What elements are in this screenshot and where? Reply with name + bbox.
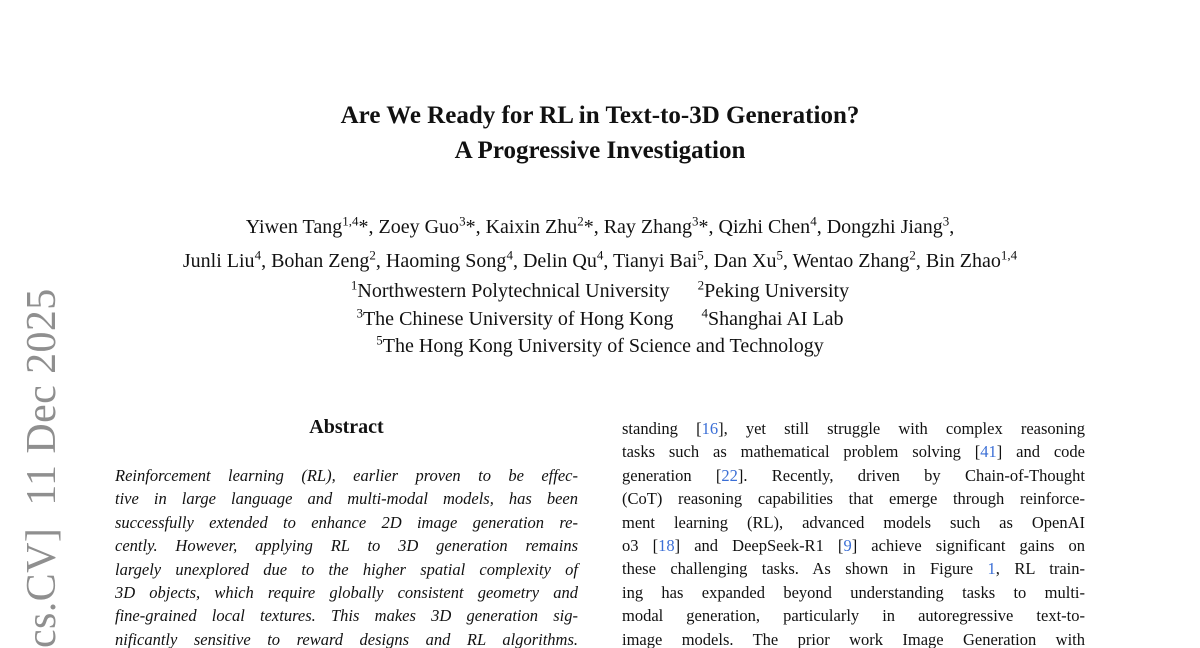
author-name: Bin Zhao bbox=[925, 250, 1001, 272]
intro-line bbox=[622, 534, 1085, 557]
author-affiliation-marker: 2 bbox=[909, 247, 916, 263]
citation-link[interactable]: 16 bbox=[701, 419, 719, 438]
intro-text: these challenging tasks. As shown in Figure bbox=[622, 559, 988, 579]
intro-text: ], yet still struggle with complex reasoning bbox=[718, 419, 1085, 438]
author-affiliation-marker: 2 bbox=[369, 247, 376, 263]
affiliation-name: Shanghai AI Lab bbox=[707, 307, 844, 330]
author-affiliation-marker: 3 bbox=[459, 213, 466, 229]
title-line-1: Are We Ready for RL in Text-to-3D Generation? bbox=[340, 102, 860, 129]
author bbox=[612, 247, 704, 272]
author bbox=[925, 247, 1018, 272]
author-name: Delin Qu bbox=[522, 250, 597, 272]
author-affiliation-marker: 2 bbox=[577, 213, 584, 229]
author bbox=[182, 247, 262, 272]
author-name: Qizhi Chen bbox=[718, 216, 811, 238]
arxiv-date: 11 Dec 2025 bbox=[19, 288, 65, 506]
affiliation-row-3 bbox=[0, 333, 1200, 361]
intro-line bbox=[622, 487, 1085, 510]
author-affiliation-marker: 5 bbox=[776, 247, 784, 263]
abstract-text bbox=[115, 464, 578, 648]
abstract-line: Reinforcement learning (RL), earlier proven to be effec- bbox=[115, 466, 578, 485]
abstract-line: cently. However, applying RL to 3D generation remains bbox=[115, 536, 578, 556]
abstract-line: tive in large language and multi-modal models, has been bbox=[115, 489, 578, 509]
intro-text: ] and code bbox=[996, 442, 1086, 462]
author bbox=[522, 247, 604, 272]
author bbox=[718, 213, 817, 238]
affiliation-row-2 bbox=[0, 306, 1200, 334]
citation-link[interactable]: 18 bbox=[658, 536, 675, 556]
abstract-line: fine-grained local textures. This makes 3D generation sig- bbox=[115, 606, 578, 626]
affiliation-marker: 2 bbox=[697, 277, 705, 293]
author-affiliation-marker: 1,4 bbox=[342, 213, 359, 229]
author-name: Junli Liu bbox=[182, 250, 255, 272]
affiliation-marker: 5 bbox=[376, 332, 383, 348]
affiliation-name: The Chinese University of Hong Kong bbox=[362, 307, 674, 330]
arxiv-category: cs.CV] bbox=[19, 527, 65, 648]
abstract-line: successfully extended to enhance 2D image generation re- bbox=[115, 512, 578, 532]
abstract-line: 3D objects, which require globally consistent geometry and bbox=[115, 583, 578, 603]
intro-text: ment learning (RL), advanced models such as OpenAI bbox=[622, 512, 1085, 532]
intro-text: o3 [ bbox=[622, 536, 659, 556]
author-affiliation-marker: 4 bbox=[254, 247, 262, 263]
paper-title bbox=[0, 98, 1200, 168]
citation-link[interactable]: 22 bbox=[721, 465, 738, 485]
intro-line bbox=[622, 417, 1085, 440]
intro-text: , RL train- bbox=[995, 559, 1085, 579]
affiliation-marker: 4 bbox=[701, 304, 708, 320]
author-name: Zoey Guo bbox=[378, 216, 460, 238]
author-name: Dongzhi Jiang bbox=[826, 216, 943, 238]
affiliation-name: Peking University bbox=[704, 280, 850, 302]
author-name: Haoming Song bbox=[385, 250, 507, 272]
author-name: Bohan Zeng bbox=[271, 250, 370, 272]
author-affiliation-marker: 1,4 bbox=[1000, 247, 1018, 263]
author bbox=[713, 247, 784, 272]
intro-text: ing has expanded beyond understanding tasks to multi- bbox=[622, 582, 1085, 602]
author bbox=[385, 247, 513, 272]
author bbox=[271, 247, 376, 272]
abstract-line: nificantly sensitive to reward designs and RL algorithms. bbox=[115, 629, 578, 648]
introduction-text bbox=[622, 417, 1085, 648]
abstract-line: largely unexplored due to the higher spatial complexity of bbox=[115, 559, 578, 579]
affiliation-row-1 bbox=[0, 278, 1200, 306]
intro-line bbox=[622, 581, 1085, 604]
author-affiliation-marker: 4 bbox=[810, 213, 817, 229]
intro-text: tasks such as mathematical problem solving [ bbox=[622, 442, 981, 462]
author-affiliation-marker: 5 bbox=[697, 247, 704, 263]
author-line-2: Junli Liu$^4$, Bohan Zeng$^2$, Haoming Song$^4$, Delin Qu$^4$, Tianyi Bai$^5$, Dan Xu$^5$, Wentao Zhang$^2$, Bin Zhao$^{1,4}$ bbox=[182, 247, 1018, 272]
equal-contribution-mark: * bbox=[698, 216, 709, 238]
author-name: Yiwen Tang bbox=[245, 216, 343, 238]
author-affiliation-marker: 3 bbox=[942, 213, 950, 229]
abstract-heading: Abstract bbox=[309, 416, 384, 438]
author bbox=[792, 247, 916, 272]
author-name: Wentao Zhang bbox=[792, 250, 910, 272]
affiliation-marker: 3 bbox=[356, 304, 363, 320]
intro-line bbox=[622, 464, 1085, 487]
intro-text: ] achieve significant gains on bbox=[851, 536, 1086, 556]
author-list bbox=[0, 210, 1200, 278]
author-name: Kaixin Zhu bbox=[485, 216, 578, 238]
author bbox=[826, 213, 950, 238]
affiliation-name: Northwestern Polytechnical University bbox=[357, 280, 670, 302]
author-affiliation-marker: 4 bbox=[506, 247, 513, 263]
intro-text: modal generation, particularly in autoregressive text-to- bbox=[622, 606, 1085, 626]
author-affiliation-marker: 4 bbox=[596, 247, 604, 263]
citation-link[interactable]: 1 bbox=[987, 559, 996, 579]
author-affiliation-marker: 3 bbox=[692, 213, 699, 229]
author bbox=[378, 213, 476, 238]
intro-text: ]. Recently, driven by Chain-of-Thought bbox=[737, 465, 1085, 485]
author bbox=[245, 213, 369, 238]
intro-text: image models. The prior work Image Generation with bbox=[622, 629, 1085, 648]
title-line-2: A Progressive Investigation bbox=[454, 137, 746, 164]
intro-text: (CoT) reasoning capabilities that emerge through reinforce- bbox=[622, 489, 1085, 509]
intro-line bbox=[622, 604, 1085, 627]
intro-line bbox=[622, 557, 1085, 580]
affiliation-name: The Hong Kong University of Science and Technology bbox=[382, 335, 824, 357]
intro-text: standing bbox=[622, 419, 697, 438]
author-name: Dan Xu bbox=[713, 250, 777, 272]
intro-text: ] and DeepSeek-R1 [ bbox=[674, 536, 844, 556]
intro-line bbox=[622, 628, 1085, 648]
affiliation-marker: 1 bbox=[350, 277, 358, 293]
equal-contribution-mark: * bbox=[583, 216, 594, 238]
citation-link[interactable]: 9 bbox=[843, 536, 852, 556]
author-name: Tianyi Bai bbox=[612, 250, 698, 272]
author-line-1: Yiwen Tang$^{1,4}$*, Zoey Guo$^3$*, Kaixin Zhu$^2$*, Ray Zhang$^3$*, Qizhi Chen$^4$, Dongzhi Jiang$^3$, bbox=[245, 213, 955, 238]
intro-text: generation [ bbox=[622, 465, 722, 485]
intro-line bbox=[622, 440, 1085, 463]
author bbox=[603, 213, 709, 238]
citation-link[interactable]: 41 bbox=[980, 442, 997, 462]
author bbox=[485, 213, 594, 238]
author-name: Ray Zhang bbox=[603, 216, 693, 238]
equal-contribution-mark: * bbox=[358, 216, 369, 238]
intro-line bbox=[622, 511, 1085, 534]
intro-text: [ bbox=[696, 419, 702, 438]
affiliations bbox=[0, 278, 1200, 361]
equal-contribution-mark: * bbox=[465, 216, 476, 238]
